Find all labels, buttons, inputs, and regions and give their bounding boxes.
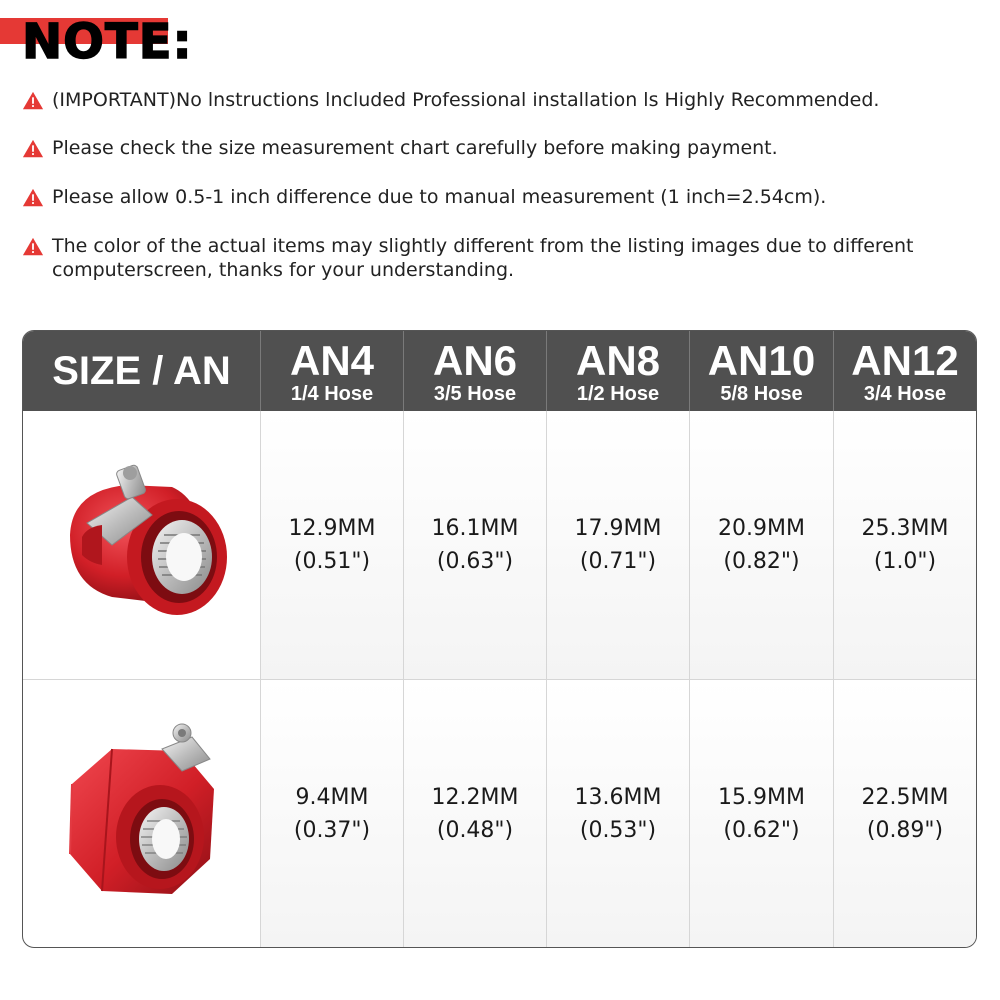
size-inch: (0.37") (293, 818, 371, 843)
size-inch: (0.63") (436, 549, 514, 574)
size-cell (833, 680, 976, 948)
header-size: AN12 (851, 337, 959, 384)
note-text: (IMPORTANT)No lnstructions lncluded Professional installation ls Highly Recommended. (52, 89, 880, 111)
header-size: AN8 (575, 337, 661, 384)
size-inch: (1.0") (873, 549, 937, 574)
note-title: NOTE: (22, 14, 193, 70)
note-text: The color of the actual items may slightly different from the listing images due to different computerscreen, thanks for your understanding. (52, 235, 914, 281)
size-inch: (0.62") (723, 818, 800, 843)
header-size-an: SIZE / AN (52, 349, 231, 393)
size-cell (546, 680, 689, 948)
round-hose-clamp-cover-icon (42, 445, 242, 645)
header-an10 (689, 331, 833, 411)
note-item (22, 234, 982, 282)
hex-hose-clamp-cover-icon (42, 709, 242, 919)
size-mm: 13.6MM (574, 785, 662, 810)
size-inch: (0.71") (579, 549, 657, 574)
size-mm: 15.9MM (718, 785, 805, 810)
header-size: AN4 (289, 337, 375, 384)
size-inch: (0.53") (579, 818, 657, 843)
size-cell (260, 411, 403, 679)
size-mm: 12.9MM (288, 516, 376, 541)
header-an12 (833, 331, 976, 411)
note-item (22, 136, 982, 160)
size-mm: 12.2MM (431, 785, 519, 810)
note-item (22, 185, 982, 209)
warning-icon (22, 236, 44, 258)
size-mm: 20.9MM (718, 516, 805, 541)
table-header (23, 331, 976, 411)
size-inch: (0.89") (866, 818, 944, 843)
note-text: Please allow 0.5-1 inch difference due to manual measurement (1 inch=2.54cm). (52, 186, 827, 208)
size-inch: (0.82") (723, 549, 800, 574)
header-an6 (403, 331, 546, 411)
header-size: AN6 (432, 337, 518, 384)
size-mm: 16.1MM (431, 516, 519, 541)
header-hose: 1/4 Hose (290, 383, 374, 405)
header-an8 (546, 331, 689, 411)
warning-icon (22, 90, 44, 112)
size-inch: (0.48") (436, 818, 514, 843)
size-cell (403, 411, 546, 679)
note-item (22, 88, 982, 112)
table-row (23, 679, 976, 948)
size-mm: 22.5MM (861, 785, 949, 810)
size-mm: 25.3MM (861, 516, 949, 541)
size-mm: 9.4MM (295, 785, 369, 810)
size-cell (546, 411, 689, 679)
header-size: AN10 (707, 337, 816, 384)
header-hose: 1/2 Hose (576, 383, 660, 405)
size-mm: 17.9MM (574, 516, 662, 541)
warning-icon (22, 187, 44, 209)
size-cell (833, 411, 976, 679)
note-text: Please check the size measurement chart carefully before making payment. (52, 137, 778, 159)
size-inch: (0.51") (293, 549, 371, 574)
header-an4 (260, 331, 403, 411)
header-hose: 3/4 Hose (863, 383, 947, 405)
table-row (23, 411, 976, 679)
product-image-cell (23, 680, 260, 948)
size-chart-table (22, 330, 977, 948)
size-cell (689, 680, 833, 948)
warning-icon (22, 138, 44, 160)
product-image-cell (23, 411, 260, 679)
header-hose: 5/8 Hose (720, 383, 803, 405)
size-cell (260, 680, 403, 948)
header-hose: 3/5 Hose (433, 383, 517, 405)
size-cell (689, 411, 833, 679)
size-cell (403, 680, 546, 948)
